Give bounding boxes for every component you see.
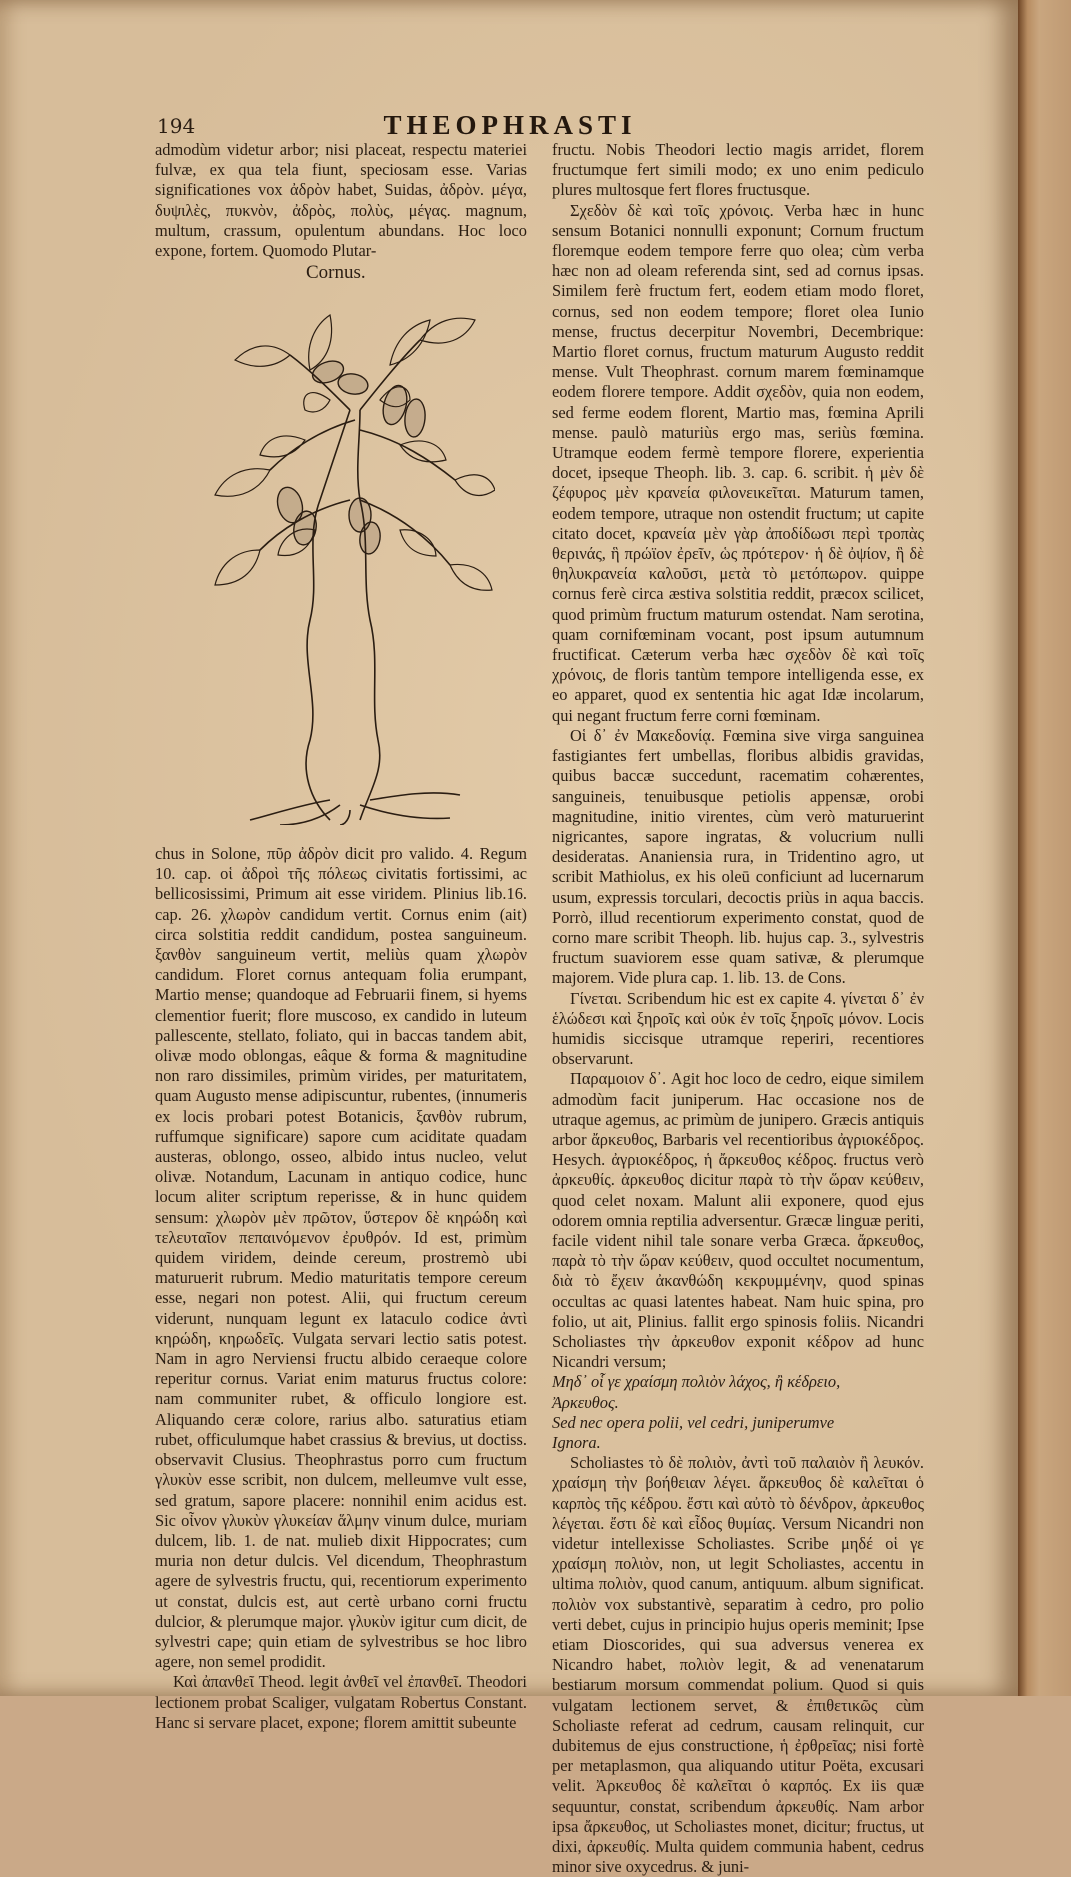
left-column-top xyxy=(155,140,527,261)
paragraph: Καὶ ἀπανθεῖ Theod. legit ἀνθεῖ vel ἐπανθεῖ. Theodori lectionem probat Scaliger, vulgatam Robertus Constant. Hanc si servare placet, expone; florem amittit subeunte xyxy=(155,1672,527,1732)
paragraph: Παραμοιον δ᾽. Agit hoc loco de cedro, eique similem admodùm facit juniperum. Hac occasione nos de utraque agemus, ac primùm de junipero. Græcis antiquis arbor ἄρκευθος, Barbaris vel recentioribus ἀγριοκέδρος. Hesych. ἀγριοκέδρος, ἡ ἄρκευθος κέδρος. fructus verò ἀρκευθίς. ἀρκευθος dicitur παρὰ τὸ τὴν ὥραν κεύθειν, quod celet noxam. Malunt alii exponere, quod ejus odorem omnia reptilia adversentur. Græcæ linguæ periti, facile vident nihil tale sonare verba Græca. ἄρκευθος, παρὰ τὸ τὴν ὥραν κεύθειν, quod occultet nocumentum, διὰ τὸ ἔχειν ἀκανθώδη κεκρυμμένην, quod spinas occultas ac quasi latentes habeat. Nam huic spina, pro folio, ut ait, Plinius. fallit ergo spinosis foliis. Nicandri Scholiastes τὴν ἀρκευθον exponit κέδρον ad hunc Nicandri versum; xyxy=(552,1069,924,1372)
paragraph: fructu. Nobis Theodori lectio magis arridet, florem fructumque fert simili modo; ex uno enim pediculo plures multosque fert flores fructusque. xyxy=(552,140,924,200)
left-column-bottom xyxy=(155,844,527,1733)
paragraph: Οἱ δ᾽ ἐν Μακεδονίᾳ. Fœmina sive virga sanguinea fastigiantes fert umbellas, floribus albidis gravidas, quibus baccæ succedunt, racematim cohærentes, sanguineis, tenuibusque petiolis appensæ, orobi magnitudine, initio virentes, cùm verò maturuerint nigricantes, sapore ingratas, & volucrium nulli desideratas. Ananiensia rura, in Tridentino agro, ut scribit Mathiolus, ex his oleū conficiunt ad lucernarum usum, expressis torculari, decoctis priùs in aqua baccis. Porrò, illud recentiorum experimento constat, quod de corno mare scribit Theoph. lib. hujus cap. 3., sylvestris fructum suaviorem esse quam sativæ, & plerumque majorem. Vide plura cap. 1. lib. 13. de Cons. xyxy=(552,725,924,988)
page-number: 194 xyxy=(157,114,196,138)
running-title: THEOPHRASTI xyxy=(383,110,637,140)
paragraph: Scholiastes τὸ δὲ πολιὸν, ἀντὶ τοῦ παλαιὸν ἢ λευκόν. χραίσμη τὴν βοήθειαν λέγει. ἄρκευθος δὲ καλεῖται ὁ καρπὸς τῆς κέδρου. ἔστι καὶ αὐτὸ τὸ δένδρον, ἀρκευθος λέγεται. ἔστι δὲ καὶ εἶδος θυμίας. Versum Nicandri non videtur intellexisse Scholiastes. Scribe μηδέ οἱ γε χραίσμη πολιὸν, non, ut legit Scholiastes, accentu in ultima πολιὸν, quod canum, antiquum. album significat. πολιὸν vox substantivè, separatim à cedro, pro polio verti debet, cujus in principio hujus operis meminit; Ipse etiam Dioscorides, qui sua adversus venerea ex Nicandro habet, πολιὸν legit, & ad venenatarum bestiarum morsum commendat polium. Quod si quis vulgatam lectionem servet, & ἐπιθετικῶς cùm Scholiaste referat ad cedrum, causam relinquit, cur dubitemus de ejus constructione, ἡ ἐρθρεῖας; nisi fortè per metaplasmon, qua aliquando utitur Poëta, excusari velit. Ἀρκευθος δὲ καλεῖται ὁ καρπός. Ex iis quæ sequuntur, constat, scribendum ἀρκευθίς. Nam arbor ipsa ἄρκευθος, ut Scholiastes monet, dicitur; fructus, ut dixi, ἀρκευθίς. Multa quidem communia habent, cedrus minor sive oxycedrus. & juni- xyxy=(552,1453,924,1877)
latin-verse: Sed nec opera polii, vel cedri, juniperumve Ignora. xyxy=(552,1412,835,1452)
greek-verse: Μηδ᾽ οἷ γε χραίσμη πολιὸν λάχος, ἢ κέδρειο, Ἀρκευθος. xyxy=(552,1372,841,1412)
paragraph: chus in Solone, πῦρ ἀδρὸν dicit pro valido. 4. Regum 10. cap. οἱ ἀδροὶ τῆς πόλεως civitatis fortissimi, ac bellicosissimi, Primum ait esse viridem. Plinius lib.16. cap. 26. χλωρὸν candidum vertit. Cornus enim (ait) circa solstitia reddit candidum, postea sanguineum. ξανθὸν sanguineum vertit, meliùs quam χλωρὸν candidum. Floret cornus antequam folia erumpant, Martio mense; quandoque ad Februarii finem, si hyems clementior fuerit; flore muscoso, ex candido in luteum pallescente, stellato, foliato, qui in baccas tandem abit, olivæ modo oblongas, eâque & forma & magnitudine non raro dissimiles, primùm virides, per maturitatem, quam Augusto mense adipiscuntur, rubentes, (innumeris ex locis probari potest Botanicis, ξανθὸν rubrum, ruffumque significare) sapore cum aciditate quadam austeras, oblongo, osseo, albido intus nucleo, velut olivæ. Notandum, Lacunam in antiquo codice, hunc locum aliter scriptum reperisse, & in hunc quidem sensum: χλωρὸν μὲν πρῶτον, ὕστερον δὲ κηρώδη καὶ τελευταῖον πεπαινόμενον ἐρυθρόν. Id est, primùm quidem viridem, deinde cereum, prostremò ubi maturuerit rubrum. Medio maturitatis tempore cereum esse, negari non potest. Alii, qui fructum cereum viderunt, nunquam legunt ex lataculo codice ἀντὶ κηρώδη, κηρωδεῖς. Vulgata servari lectio satis potest. Nam in agro Nerviensi fructu albido ceraeque colore reperitur cornus. Variat enim maturus fructus colore: nam communiter rubet, & officulo longiore est. Aliquando ceræ colore, rarius albo. saturatius etiam rubet, officulumque habet crassius & brevius, ut doctiss. observavit Clusius. Theophrastus porro cum fructum γλυκὺν esse scribit, non dulcem, melleumve vult esse, sed gratum, sapore placere: nonnihil enim acidus est. Sic οἶνον γλυκὺν γλυκείαν ἅλμην vinum dulce, muriam dulcem, lib. 1. de nat. mulieb dixit Hippocrates; cum muria non detur dulcis. Vel dicendum, Theophrastum agere de sylvestris fructu, qui, recentiorum experimento ut constat, dulcis est, aut certè urbano corni fructu dulcior, & plerumque major. γλυκὺν igitur cum dicit, de sylvestri cape; quin etiam de sylvestribus se hoc libro agere, non semel prodidit. xyxy=(155,844,527,1672)
next-page-edge xyxy=(1018,0,1071,1696)
paragraph: Σχεδὸν δὲ καὶ τοῖς χρόνοις. Verba hæc in hunc sensum Botanici nonnulli exponunt; Cornum fructum floremque eodem tempore ferre quo olea; cùm verba hæc non ad oleam referenda sint, sed ad cornus ipsas. Similem ferè fructum fert, eodem etiam modo floret, cornus, sed non eodem tempore; floret olea Iunio mense, fructus decerpitur Novembri, Decembrique: Martio floret cornus, fructum maturum Augusto reddit mense. Vult Theophrast. cornum marem fœminamque eodem florere tempore. Addit σχεδὸν, quia non eodem, sed ferme eodem florent, Martio mas, fœmina Aprili mense. paulò maturiùs ergo mas, seriùs fœmina. Utramque eodem fermè tempore florere, experientia docet, ipseque Theoph. lib. 3. cap. 6. scribit. ἡ μὲν δὲ ζέφυρος μὲν κρανεία φιλονεικεῖται. Maturum tamen, eodem tempore, utraque non ostendit fructum; ut capite citato docet, κρανεία μὲν γὰρ ἀποδίδωσι περὶ τροπὰς θερινάς, ἣ πρώϊον ἐρεῖν, ὡς πρότερον· ἡ δὲ ὀψίον, ἣ δὲ θηλυκρανεία καλοῦσι, μετὰ τὸ μετόπωρον. quippe cornus ferè circa æstiva solstitia reddit, præcox scilicet, quod primùm fructum maturum ostendat. Nam serotina, quam cornifœminam vocant, post ipsum autumnum fructificat. Cæterum verba hæc σχεδὸν δὲ καὶ τοῖς χρόνοις, de floris tantùm tempore intelligenda esse, ex eo apparet, quod ex sententia hic agat Idæ incolarum, qui negant fructum ferre corni fœminam. xyxy=(552,200,924,725)
right-column xyxy=(552,140,924,1877)
paragraph: admodùm videtur arbor; nisi placeat, respectu materiei fulvæ, ex qua tela fiunt, speciosam esse. Varias significationes vox ἀδρὸν habet, Suidas, ἀδρὸν. μέγα, δυψιλὲς, πυκνὸν, ἀδρὸς, πολὺς, μέγας. magnum, multum, crassum, opulentum abundans. Hoc loco expone, fortem. Quomodo Plutar- xyxy=(155,140,527,261)
paragraph: Γίνεται. Scribendum hic est ex capite 4. γίνεται δ᾽ ἐν ἑλώδεσι καὶ ξηροῖς καὶ οὐκ ἐν τοῖς ξηροῖς μόνον. Locis humidis siccisque utramque reperiri, recentiores observarunt. xyxy=(552,988,924,1069)
figure-caption: Cornus. xyxy=(306,262,366,283)
cornus-woodcut-illustration xyxy=(210,300,495,825)
